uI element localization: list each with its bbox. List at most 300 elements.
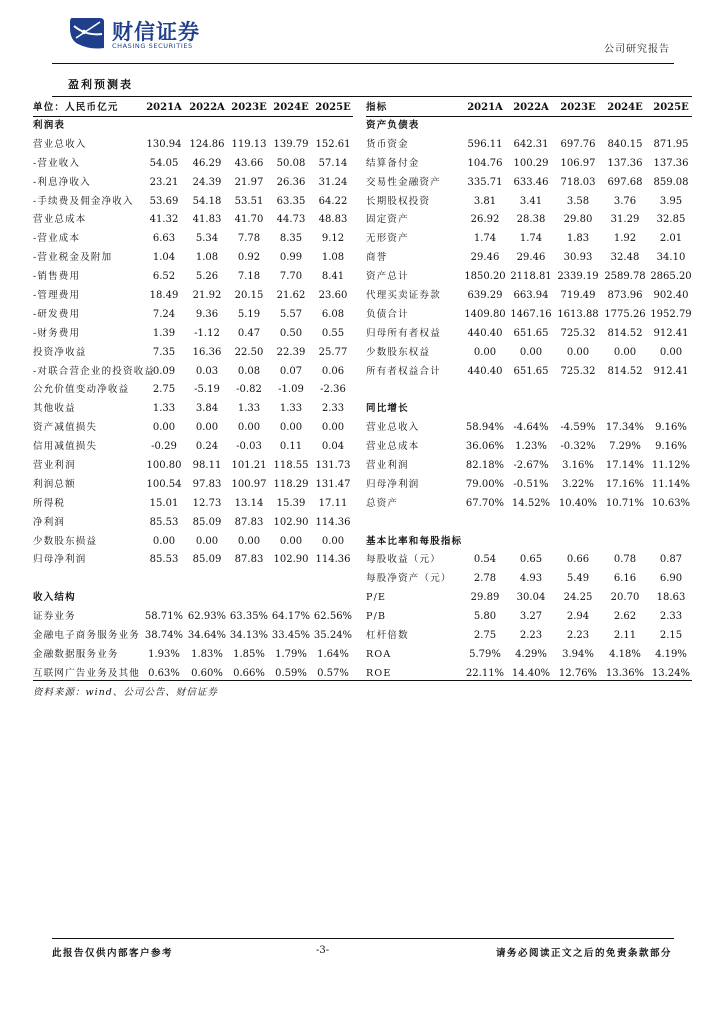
cell-value: 1.23% [515,441,547,453]
cell-value: 2.75 [152,384,176,396]
year-header: 2023E [560,102,596,113]
row-label: ROE [366,667,392,679]
cell-value: 29.46 [470,252,500,264]
cell-value: 118.29 [273,478,309,490]
cell-value: 0.00 [566,346,590,358]
row-label: -财务费用 [33,327,81,339]
year-header: 2022A [189,102,225,113]
table-row [33,268,353,287]
cell-value: 20.70 [610,592,640,604]
cell-value: 11.12% [651,460,691,472]
section-header-row [366,533,692,552]
cell-value: 1.33 [237,403,261,415]
cell-value: 104.76 [467,157,503,169]
table-bottom-divider [33,680,692,681]
cell-value: 0.50 [279,327,303,339]
cell-value: 2118.81 [510,271,552,283]
cell-value: 20.15 [234,290,264,302]
year-header: 2021A [467,102,503,113]
row-label: 交易性金融资产 [366,176,441,188]
cell-value: 30.04 [516,592,546,604]
row-label: -销售费用 [33,271,81,283]
cell-value: 1.83 [566,233,590,245]
cell-value: 50.08 [276,157,306,169]
table-row [366,495,692,514]
row-label: 负债合计 [366,308,409,320]
header-divider [52,63,674,64]
table-row [33,249,353,268]
cell-value: 35.24% [313,630,353,642]
cell-value: 4.19% [655,648,687,660]
cell-value: 21.92 [192,290,222,302]
cell-value: 0.00 [195,535,219,547]
cell-value: 114.36 [315,516,351,528]
cell-value: 57.14 [318,157,348,169]
cell-value: 101.21 [231,460,267,472]
section-title: 收入结构 [33,592,76,604]
cell-value: 2.15 [659,630,683,642]
cell-value: 85.53 [149,554,179,566]
cell-value: 0.06 [321,365,345,377]
cell-value: -1.09 [278,384,304,396]
table-row [366,381,692,400]
row-label: 少数股东权益 [366,346,431,358]
cell-value: 0.87 [659,554,683,566]
cell-value: 106.97 [560,157,596,169]
cell-value: 1.83% [191,648,223,660]
table-row [33,476,353,495]
cell-value: 33.45% [271,630,311,642]
row-label: -营业税金及附加 [33,252,113,264]
cell-value: 53.69 [149,195,179,207]
cell-value: 2.33 [659,611,683,623]
table-row [366,646,692,665]
cell-value: 23.60 [318,290,348,302]
cell-value: 651.65 [513,365,549,377]
cell-value: -0.51% [513,478,549,490]
cell-value: 1.33 [152,403,176,415]
cell-value: 32.85 [656,214,686,226]
cell-value: 64.22 [318,195,348,207]
cell-value: 1613.88 [557,308,599,320]
cell-value: 0.00 [237,535,261,547]
table-row [366,287,692,306]
row-label: 营业总成本 [366,441,420,453]
table-row [33,306,353,325]
cell-value: 2.11 [613,630,637,642]
brand-name-cn: 财信证券 [112,20,200,44]
cell-value: 1.08 [195,252,219,264]
document-type: 公司研究报告 [604,44,670,55]
cell-value: -5.19 [194,384,220,396]
cell-value: 16.36 [192,346,222,358]
cell-value: 697.76 [560,138,596,150]
row-label: 金融数据服务业务 [33,648,119,660]
cell-value: -0.29 [151,441,177,453]
cell-value: 12.73 [192,497,222,509]
table-row [33,381,353,400]
cell-value: 902.40 [653,290,689,302]
cell-value: 41.83 [192,214,222,226]
cell-value: 0.66% [233,667,265,679]
row-label: 资产减值损失 [33,422,98,434]
cell-value: 0.00 [195,422,219,434]
table-row [366,136,692,155]
cell-value: 17.11 [318,497,348,509]
cell-value: 18.49 [149,290,179,302]
cell-value: 2865.20 [650,271,692,283]
cell-value: 10.63% [651,497,691,509]
row-label: P/B [366,611,387,623]
cell-value: 0.66 [566,554,590,566]
row-label: -对联合营企业的投资收益 [33,365,156,377]
table-row [33,419,353,438]
cell-value: 0.11 [279,441,303,453]
cell-value: 5.57 [279,308,303,320]
row-label: 其他收益 [33,403,76,415]
cell-value: 46.29 [192,157,222,169]
balance-sheet-table [366,99,692,684]
cell-value: 31.29 [610,214,640,226]
cell-value: 2.94 [566,611,590,623]
year-header: 2021A [146,102,182,113]
table-row [33,325,353,344]
footer-disclaimer-right: 请务必阅读正文之后的免责条款部分 [495,948,672,959]
cell-value: 152.61 [315,138,351,150]
cell-value: 54.18 [192,195,222,207]
indicator-label: 指标 [366,102,388,113]
cell-value: 21.97 [234,176,264,188]
unit-label: 单位：人民币亿元 [33,102,119,113]
cell-value: 596.11 [467,138,503,150]
table-row [33,438,353,457]
table-row [366,419,692,438]
cell-value: 2.01 [659,233,683,245]
table-row [33,155,353,174]
cell-value: 29.80 [563,214,593,226]
cell-value: 0.78 [613,554,637,566]
table-row [33,551,353,570]
row-label: 公允价值变动净收益 [33,384,130,396]
cell-value: 17.16% [605,478,645,490]
cell-value: 97.83 [192,478,222,490]
cell-value: 85.09 [192,516,222,528]
row-label: 归母净利润 [366,478,420,490]
cell-value: 0.24 [195,441,219,453]
cell-value: 22.39 [276,346,306,358]
cell-value: 718.03 [560,176,596,188]
cell-value: 440.40 [467,365,503,377]
table-row [33,363,353,382]
section-header-row [366,400,692,419]
cell-value: 34.13% [229,630,269,642]
cell-value: 100.97 [231,478,267,490]
cell-value: 85.53 [149,516,179,528]
cell-value: 23.21 [149,176,179,188]
cell-value: 3.22% [562,478,594,490]
cell-value: 58.94% [465,422,505,434]
footer-divider [52,938,674,939]
cell-value: 1.92 [613,233,637,245]
cell-value: 642.31 [513,138,549,150]
cell-value: -2.67% [513,460,549,472]
cell-value: 0.00 [152,535,176,547]
cell-value: 1.85% [233,648,265,660]
cell-value: 2.75 [473,630,497,642]
cell-value: 131.47 [315,478,351,490]
cell-value: 0.92 [237,252,261,264]
section-title: 基本比率和每股指标 [366,535,463,547]
table-row [366,174,692,193]
row-label: 信用减值损失 [33,441,98,453]
cell-value: 4.93 [519,573,543,585]
cell-value: 24.39 [192,176,222,188]
cell-value: 0.08 [237,365,261,377]
cell-value: 3.94% [562,648,594,660]
cell-value: 1.93% [148,648,180,660]
title-divider [52,96,692,97]
cell-value: 814.52 [607,365,643,377]
cell-value: 2339.19 [557,271,599,283]
row-label: 营业利润 [33,460,76,472]
table-row [366,325,692,344]
row-label: 所有者权益合计 [366,365,441,377]
cell-value: 9.36 [195,308,219,320]
cell-value: 7.29% [609,441,641,453]
cell-value: 814.52 [607,327,643,339]
cell-value: 440.40 [467,327,503,339]
table-row [366,438,692,457]
cell-value: 4.29% [515,648,547,660]
row-label: -手续费及佣金净收入 [33,195,134,207]
cell-value: 3.58 [566,195,590,207]
cell-value: 24.25 [563,592,593,604]
cell-value: 0.00 [237,422,261,434]
table-row [33,533,353,552]
table-title: 盈利预测表 [68,78,133,91]
year-header: 2023E [231,102,267,113]
row-label: -研发费用 [33,308,81,320]
table-row [33,495,353,514]
table-row [366,589,692,608]
table-row [366,627,692,646]
cell-value: 114.36 [315,554,351,566]
cell-value: 17.14% [605,460,645,472]
table-row [33,570,353,589]
cell-value: 41.32 [149,214,179,226]
cell-value: 17.34% [605,422,645,434]
cell-value: 3.41 [519,195,543,207]
cell-value: 0.04 [321,441,345,453]
cell-value: 0.00 [279,422,303,434]
cell-value: 0.00 [279,535,303,547]
cell-value: 633.46 [513,176,549,188]
cell-value: 0.54 [473,554,497,566]
table-row [366,230,692,249]
cell-value: 25.77 [318,346,348,358]
cell-value: 102.90 [273,554,309,566]
cell-value: 6.08 [321,308,345,320]
row-label: 营业利润 [366,460,409,472]
cell-value: 0.00 [659,346,683,358]
cell-value: 725.32 [560,365,596,377]
cell-value: 102.90 [273,516,309,528]
cell-value: 0.99 [279,252,303,264]
cell-value: 21.62 [276,290,306,302]
cell-value: 5.80 [473,611,497,623]
cell-value: 79.00% [465,478,505,490]
cell-value: 0.59% [275,667,307,679]
cell-value: 1.64% [317,648,349,660]
cell-value: 63.35% [229,611,269,623]
cell-value: 0.00 [613,346,637,358]
cell-value: 0.60% [191,667,223,679]
cell-value: 29.46 [516,252,546,264]
cell-value: 43.66 [234,157,264,169]
cell-value: 2.78 [473,573,497,585]
row-label: 营业总收入 [366,422,420,434]
cell-value: 873.96 [607,290,643,302]
cell-value: 44.73 [276,214,306,226]
cell-value: 98.11 [192,460,222,472]
table-row [366,363,692,382]
year-header: 2025E [653,102,689,113]
cell-value: 100.80 [146,460,182,472]
cell-value: 8.35 [279,233,303,245]
table-row [33,287,353,306]
row-label: 净利润 [33,516,66,528]
section-title: 同比增长 [366,403,409,415]
cell-value: 131.73 [315,460,351,472]
cell-value: 0.57% [317,667,349,679]
row-label: 总资产 [366,497,399,509]
cell-value: 100.54 [146,478,182,490]
cell-value: 0.00 [321,535,345,547]
cell-value: 41.70 [234,214,264,226]
table-row [366,608,692,627]
cell-value: 32.48 [610,252,640,264]
table-row [366,249,692,268]
row-label: 互联网广告业务及其他 [33,667,141,679]
cell-value: 0.00 [473,346,497,358]
cell-value: 119.13 [231,138,267,150]
section-title: 资产负债表 [366,120,420,131]
row-label: -营业收入 [33,157,81,169]
row-label: 固定资产 [366,214,409,226]
cell-value: 5.79% [469,648,501,660]
section-header-row [366,117,692,136]
cell-value: 53.51 [234,195,264,207]
cell-value: 0.03 [195,365,219,377]
table-row [366,268,692,287]
table-row [33,457,353,476]
cell-value: 1850.20 [464,271,506,283]
company-logo-icon [66,14,106,54]
cell-value: 6.63 [152,233,176,245]
cell-value: 124.86 [189,138,225,150]
cell-value: 2.33 [321,403,345,415]
cell-value: 10.40% [558,497,598,509]
cell-value: 871.95 [653,138,689,150]
cell-value: 137.36 [607,157,643,169]
row-label: 杠杆倍数 [366,630,409,642]
table-row [33,193,353,212]
data-source-note: 资料来源：wind、公司公告、财信证券 [33,687,218,698]
cell-value: 0.09 [152,365,176,377]
table-row [366,344,692,363]
table-row [366,476,692,495]
cell-value: 48.83 [318,214,348,226]
cell-value: 9.12 [321,233,345,245]
table-row [33,211,353,230]
cell-value: 0.00 [321,422,345,434]
brand-name-en: CHASING SECURITIES [112,42,193,50]
cell-value: -0.82 [236,384,262,396]
row-label: 每股收益（元） [366,554,441,566]
table-row [33,627,353,646]
cell-value: 38.74% [144,630,184,642]
cell-value: 85.09 [192,554,222,566]
cell-value: 139.79 [273,138,309,150]
cell-value: 11.14% [651,478,691,490]
cell-value: 651.65 [513,327,549,339]
cell-value: 1.33 [279,403,303,415]
cell-value: 663.94 [513,290,549,302]
table-header-row [366,99,692,117]
cell-value: 840.15 [607,138,643,150]
cell-value: 0.47 [237,327,261,339]
cell-value: 1.08 [321,252,345,264]
row-label: 所得税 [33,497,66,509]
cell-value: 7.35 [152,346,176,358]
row-label: 证券业务 [33,611,76,623]
cell-value: -0.03 [236,441,262,453]
income-statement-table [33,99,353,684]
cell-value: 725.32 [560,327,596,339]
table-row [366,457,692,476]
cell-value: 6.52 [152,271,176,283]
cell-value: 2.23 [519,630,543,642]
cell-value: 0.00 [152,422,176,434]
cell-value: -4.59% [560,422,596,434]
row-label: -管理费用 [33,290,81,302]
section-header-row [33,589,353,608]
cell-value: 0.07 [279,365,303,377]
table-row [366,514,692,533]
cell-value: 912.41 [653,327,689,339]
cell-value: -1.12 [194,327,220,339]
cell-value: 2.23 [566,630,590,642]
cell-value: 137.36 [653,157,689,169]
cell-value: 28.38 [516,214,546,226]
cell-value: 30.93 [563,252,593,264]
cell-value: 130.94 [146,138,182,150]
cell-value: 15.01 [149,497,179,509]
table-row [366,155,692,174]
cell-value: 29.89 [470,592,500,604]
cell-value: 82.18% [465,460,505,472]
row-label: 代理买卖证券款 [366,290,441,302]
cell-value: -2.36 [320,384,346,396]
cell-value: 5.26 [195,271,219,283]
table-row [366,211,692,230]
cell-value: 6.90 [659,573,683,585]
row-label: -利息净收入 [33,176,91,188]
table-row [33,136,353,155]
cell-value: 5.34 [195,233,219,245]
table-row [33,400,353,419]
cell-value: 26.36 [276,176,306,188]
